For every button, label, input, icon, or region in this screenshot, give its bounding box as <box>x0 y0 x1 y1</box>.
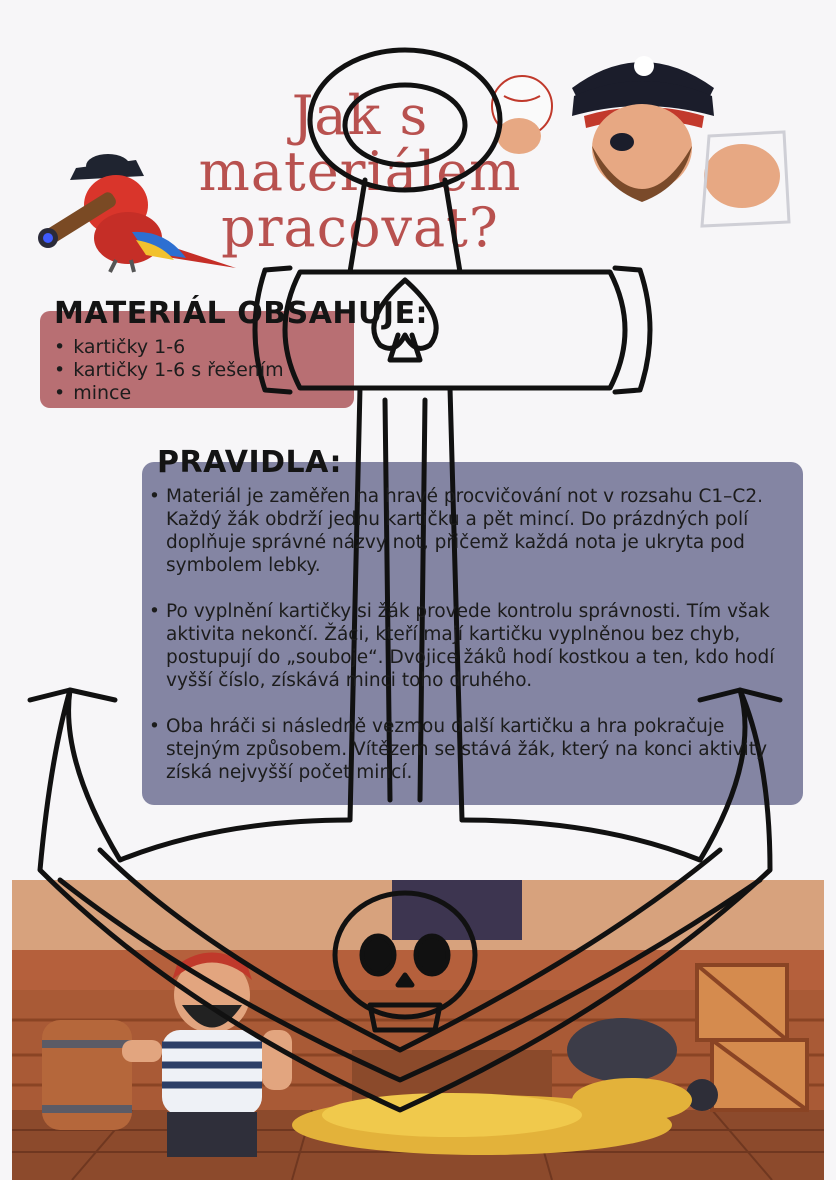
barrel-icon <box>42 1020 132 1130</box>
rules-heading: PRAVIDLA: <box>157 445 342 480</box>
list-item: • Materiál je zaměřen na hravé procvičování not v rozsahu C1–C2. Každý žák obdrží jednu kartičku a pět mincí. Do prázdných polí doplňuje správné názvy not, přičemž každá nota je ukryta pod symbolem lebky. <box>148 485 778 577</box>
pirate-flag-icon <box>392 880 522 940</box>
material-list <box>54 336 284 405</box>
list-item: • Po vyplnění kartičky si žák provede kontrolu správnosti. Tím však aktivita nekončí. Žáci, kteří mají kartičku vyplněnou bez chyb, postupují do „souboje“. Dvojice žáků hodí kostkou a ten, kdo hodí vyšší číslo, získává minci toho druhého. <box>148 600 778 692</box>
list-item: • kartičky 1-6 s řešením <box>54 359 284 382</box>
page-title: Jak s materiálem pracovat? <box>198 84 522 259</box>
pirate-ship-deck-illustration <box>12 880 824 1180</box>
rules-list <box>148 485 778 807</box>
list-item: • mince <box>54 382 284 405</box>
list-item: • kartičky 1-6 <box>54 336 284 359</box>
material-heading: MATERIÁL OBSAHUJE: <box>54 296 429 331</box>
list-item: • Oba hráči si následně vezmou další kartičku a hra pokračuje stejným způsobem. Vítězem se stává žák, který na konci aktivity získá nejvyšší počet mincí. <box>148 715 778 784</box>
